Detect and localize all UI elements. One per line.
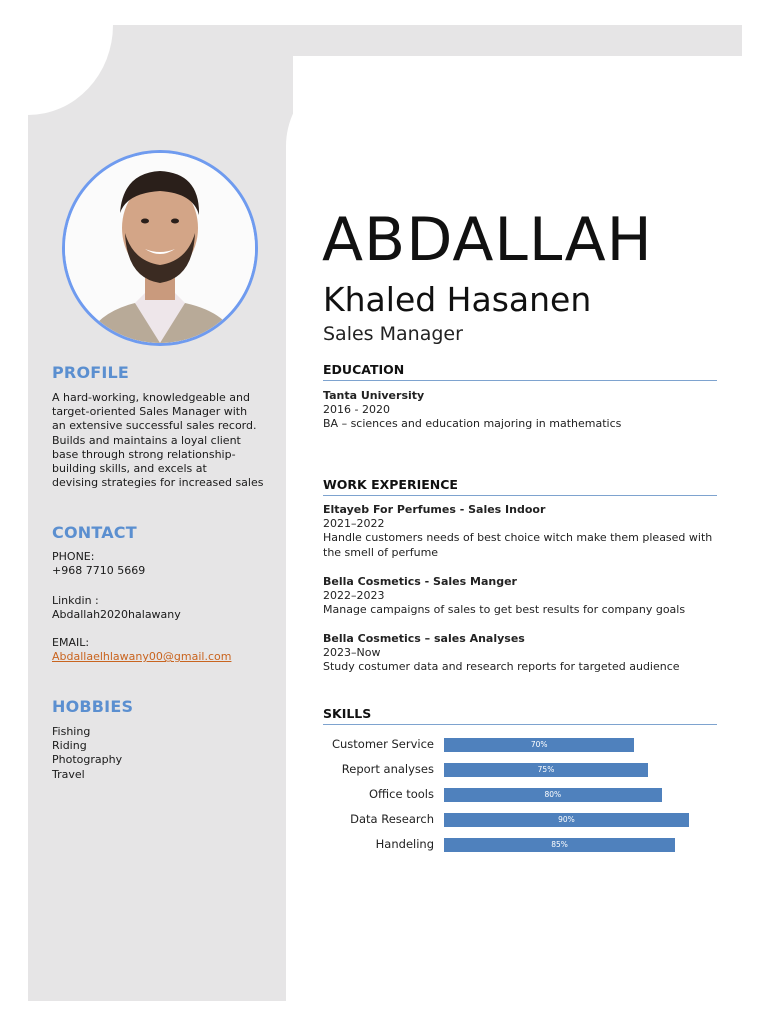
profile-line: an extensive successful sales record. <box>52 419 257 433</box>
job-title: Sales Manager <box>323 323 463 345</box>
email-label: EMAIL: <box>52 636 90 649</box>
hobbies-heading: HOBBIES <box>52 697 134 716</box>
profile-photo <box>62 150 258 346</box>
skill-track <box>444 738 716 752</box>
skill-bar: 80% <box>444 788 662 802</box>
skill-track <box>444 788 716 802</box>
skill-label: Data Research <box>350 812 434 826</box>
skill-track <box>444 763 716 777</box>
work-heading: WORK EXPERIENCE <box>323 477 717 496</box>
profile-line: A hard-working, knowledgeable and <box>52 391 250 404</box>
contact-email-block <box>52 636 266 664</box>
job-years-2: 2023–Now <box>323 646 381 660</box>
first-name: ABDALLAH <box>322 205 653 275</box>
skill-label: Customer Service <box>331 737 434 751</box>
job-entry <box>323 503 723 560</box>
skill-label: Report analyses <box>341 762 434 776</box>
email-link[interactable]: Abdallaelhlawany00@gmail.com <box>52 650 232 664</box>
education-entry <box>323 389 723 432</box>
skill-bar: 70% <box>444 738 634 752</box>
skill-row <box>300 737 720 752</box>
contact-linkedin-block <box>52 594 266 622</box>
job-title-1: Bella Cosmetics - Sales Manger <box>323 575 517 588</box>
linkedin-label: Linkdin : <box>52 594 99 607</box>
hobby-item: Fishing <box>52 725 91 738</box>
job-title-0: Eltayeb For Perfumes - Sales Indoor <box>323 503 546 516</box>
education-years: 2016 - 2020 <box>323 403 390 417</box>
skill-row <box>300 787 720 802</box>
profile-line: building skills, and excels at <box>52 462 207 476</box>
profile-heading: PROFILE <box>52 363 130 382</box>
contact-phone-block <box>52 550 266 578</box>
job-years-0: 2021–2022 <box>323 517 385 531</box>
job-desc-0: Handle customers needs of best choice witch make them pleased with <box>323 531 713 545</box>
hobby-item: Riding <box>52 739 87 753</box>
skill-label: Office tools <box>369 787 434 801</box>
skill-bar: 75% <box>444 763 648 777</box>
profile-line: base through strong relationship- <box>52 447 236 461</box>
profile-line: target-oriented Sales Manager with <box>52 405 248 419</box>
contact-heading: CONTACT <box>52 523 137 542</box>
last-name: Khaled Hasanen <box>323 280 592 319</box>
job-entry <box>323 575 723 618</box>
phone-value: +968 7710 5669 <box>52 564 146 578</box>
job-desc-2: Study costumer data and research reports for targeted audience <box>323 660 680 674</box>
person-photo-icon <box>65 153 255 343</box>
skill-label: Handeling <box>375 837 434 851</box>
job-title-2: Bella Cosmetics – sales Analyses <box>323 632 525 645</box>
job-years-1: 2022–2023 <box>323 589 385 603</box>
skill-bar: 85% <box>444 838 675 852</box>
degree: BA – sciences and education majoring in mathematics <box>323 417 622 431</box>
skills-heading: SKILLS <box>323 706 717 725</box>
linkedin-value: Abdallah2020halawany <box>52 608 181 622</box>
job-desc-1: Manage campaigns of sales to get best results for company goals <box>323 603 686 617</box>
skill-bar: 90% <box>444 813 689 827</box>
school-name: Tanta University <box>323 389 425 402</box>
skill-row <box>300 837 720 852</box>
job-desc-0b: the smell of perfume <box>323 545 439 559</box>
profile-line: Builds and maintains a loyal client <box>52 433 241 447</box>
skill-track <box>444 813 716 827</box>
hobby-item: Travel <box>52 767 85 781</box>
skill-row <box>300 762 720 777</box>
hobby-item: Photography <box>52 753 123 767</box>
education-heading: EDUCATION <box>323 362 717 381</box>
profile-text <box>52 391 266 490</box>
skill-track <box>444 838 716 852</box>
phone-label: PHONE: <box>52 550 95 563</box>
profile-line: devising strategies for increased sales <box>52 476 264 490</box>
job-entry <box>323 632 723 675</box>
skill-row <box>300 812 720 827</box>
hobbies-list <box>52 725 266 782</box>
